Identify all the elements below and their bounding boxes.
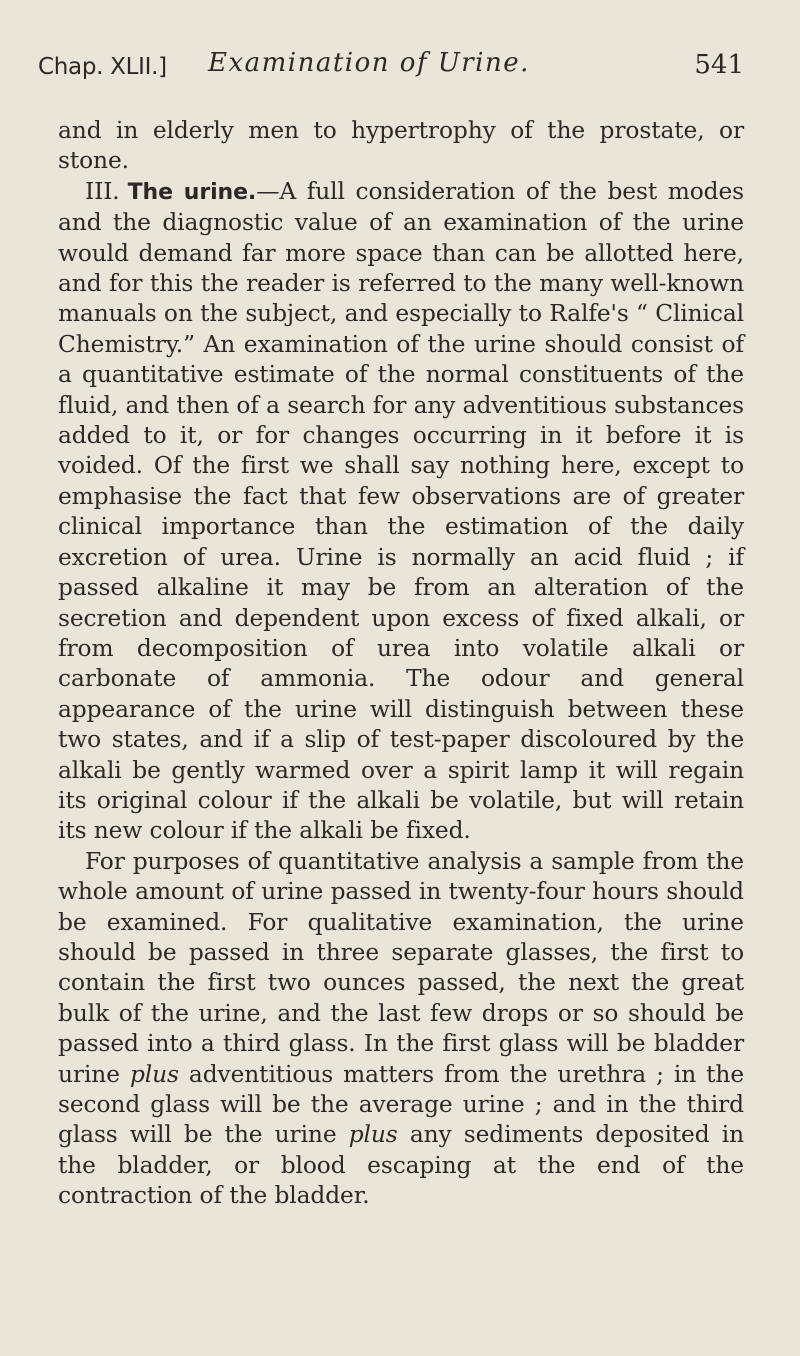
body-text xyxy=(58,116,744,1212)
section-number: III. xyxy=(85,177,120,205)
sampling-text-part-2: adventitious matters from the urethra ; in the second glass will be the average urine ; and in the third glass will be the urine xyxy=(58,1060,745,1149)
continued-paragraph xyxy=(58,116,744,177)
running-head xyxy=(38,48,744,88)
section-heading: The urine. xyxy=(127,179,257,205)
page-number: 541 xyxy=(694,50,744,80)
running-title: Examination of Urine. xyxy=(208,48,530,78)
section-paragraph xyxy=(58,177,744,847)
section-text: —A full consideration of the best modes and the diagnostic value of an examination of the urine would demand far more space than can be allotted here, and for this the reader is referred to the many well-known manuals on the subject, and especially to Ralfe's “ Clinical Chemistry.” An examination of the urine should consist of a quantitative estimate of the normal constituents of the fluid, and then of a search for any adventitious substances added to it, or for changes occurring in it before it is voided. Of the first we shall say nothing here, except to emphasise the fact that few observations are of greater clinical importance than the estimation of the daily excretion of urea. Urine is normally an acid fluid ; if passed alkaline it may be from an alteration of the secretion and dependent upon excess of fixed alkali, or from decomposition of urea into volatile alkali or carbonate of ammonia. The odour and general appearance of the urine will distinguish between these two states, and if a slip of test-paper discoloured by the alkali be gently warmed over a spirit lamp it will regain its original colour if the alkali be volatile, but will retain its new colour if the alkali be fixed. xyxy=(58,177,744,845)
chapter-reference: Chap. XLII.] xyxy=(38,54,167,80)
italic-term: plus xyxy=(348,1121,398,1149)
continued-paragraph-text: and in elderly men to hypertrophy of the prostate, or stone. xyxy=(58,117,744,175)
italic-term: plus xyxy=(129,1060,179,1088)
sampling-paragraph xyxy=(58,847,744,1212)
sampling-text-part-3: any sediments deposited in the bladder, or blood escaping at the end of the contraction of the bladder. xyxy=(58,1121,744,1210)
sampling-text-part-1: For purposes of quantitative analysis a sample from the whole amount of urine passed in twenty-four hours should be examined. For qualitative examination, the urine should be passed in three separate glasses, the first to contain the first two ounces passed, the next the great bulk of the urine, and the last few drops or so should be passed into a third glass. In the first glass will be bladder urine xyxy=(58,847,744,1088)
